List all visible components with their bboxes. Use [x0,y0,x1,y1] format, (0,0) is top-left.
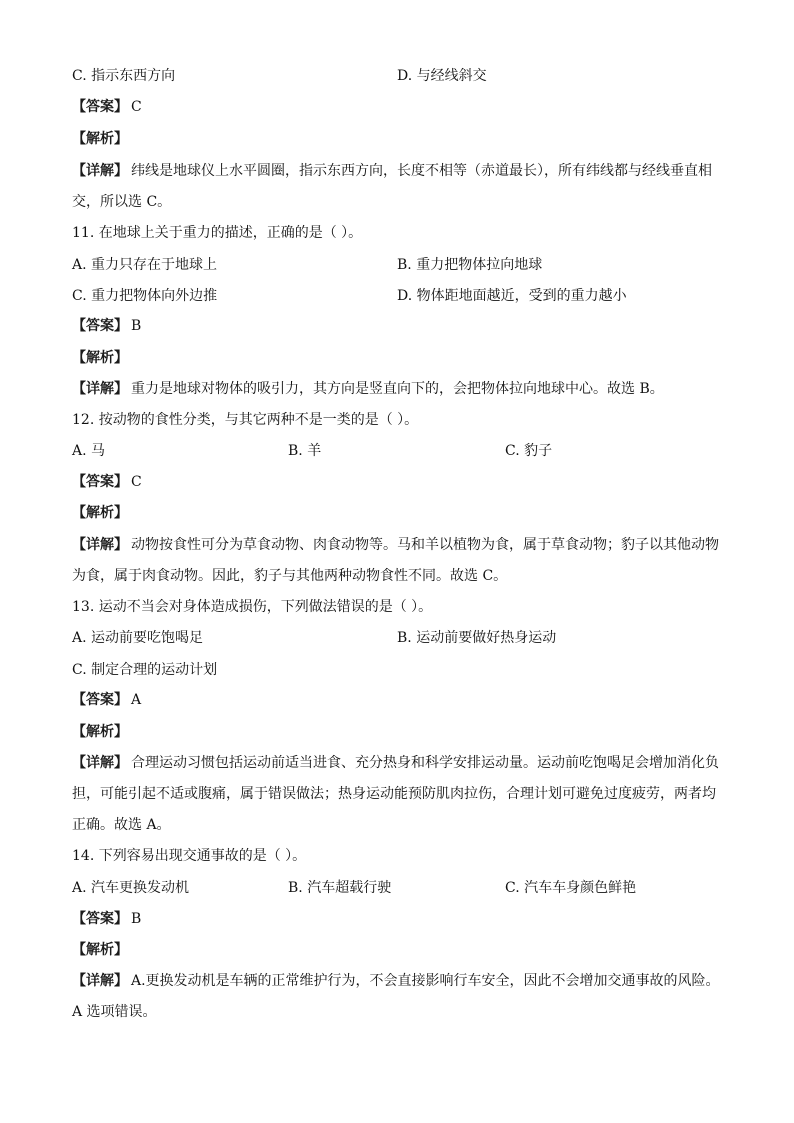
q10-analysis [72,129,131,149]
q14-answer [72,909,141,929]
answer-label: 【答案】 [72,911,128,927]
q12-option-b: B. 羊 [288,443,322,459]
answer-value: C [131,99,142,115]
q10-answer [72,97,142,117]
analysis-label: 【解析】 [72,724,128,740]
detail-text: 纬线是地球仪上水平圆圈，指示东西方向，长度不相等（赤道最长），所有纬线都与经线垂直相交，所以选 C。 [72,163,712,210]
answer-label: 【答案】 [72,99,128,115]
q11-answer [72,316,141,336]
answer-value: C [131,474,142,490]
q11-question: 11. 在地球上关于重力的描述，正确的是（ ）。 [72,225,363,241]
q12-analysis [72,503,131,523]
q10-detail [72,156,722,218]
analysis-label: 【解析】 [72,350,128,366]
q13-option-c: C. 制定合理的运动计划 [72,662,218,678]
detail-label: 【详解】 [72,163,128,179]
detail-text: 动物按食性可分为草食动物、肉食动物等。马和羊以植物为食，属于草食动物；豹子以其他动物为食，属于肉食动物。因此，豹子与其他两种动物食性不同。故选 C。 [72,537,719,584]
q10-option-c: C. 指示东西方向 [72,68,176,84]
detail-label: 【详解】 [72,755,128,771]
q11-option-a: A. 重力只存在于地球上 [72,257,218,273]
answer-label: 【答案】 [72,692,128,708]
q14-question: 14. 下列容易出现交通事故的是（ ）。 [72,848,307,864]
analysis-label: 【解析】 [72,505,128,521]
q13-answer [72,690,141,710]
analysis-label: 【解析】 [72,942,128,958]
q14-detail [72,966,722,1028]
q11-analysis [72,348,131,368]
q11-option-c: C. 重力把物体向外边推 [72,288,218,304]
q11-detail [72,379,664,399]
answer-label: 【答案】 [72,318,128,334]
detail-label: 【详解】 [72,973,128,989]
q13-analysis [72,722,131,742]
q12-question: 12. 按动物的食性分类，与其它两种不是一类的是（ ）。 [72,412,419,428]
analysis-label: 【解析】 [72,131,128,147]
answer-value: B [131,318,142,334]
q12-option-c: C. 豹子 [505,443,553,459]
q11-option-d: D. 物体距地面越近，受到的重力越小 [397,288,627,304]
q14-option-b: B. 汽车超载行驶 [288,880,392,896]
detail-text: 重力是地球对物体的吸引力，其方向是竖直向下的，会把物体拉向地球中心。故选 B。 [131,381,664,397]
q12-answer [72,472,142,492]
q11-option-b: B. 重力把物体拉向地球 [397,257,543,273]
q12-detail [72,530,722,592]
q14-option-c: C. 汽车车身颜色鲜艳 [505,880,637,896]
q13-question: 13. 运动不当会对身体造成损伤，下列做法错误的是（ ）。 [72,599,433,615]
answer-value: A [131,692,142,708]
detail-label: 【详解】 [72,381,128,397]
q12-option-a: A. 马 [72,443,106,459]
q10-option-d: D. 与经线斜交 [397,68,487,84]
q13-option-a: A. 运动前要吃饱喝足 [72,630,204,646]
q14-option-a: A. 汽车更换发动机 [72,880,190,896]
q14-analysis [72,940,131,960]
detail-label: 【详解】 [72,537,128,553]
answer-value: B [131,911,142,927]
detail-text: A.更换发动机是车辆的正常维护行为，不会直接影响行车安全，因此不会增加交通事故的风险。A 选项错误。 [72,973,720,1020]
detail-text: 合理运动习惯包括运动前适当进食、充分热身和科学安排运动量。运动前吃饱喝足会增加消化负担，可能引起不适或腹痛，属于错误做法；热身运动能预防肌肉拉伤，合理计划可避免过度疲劳，两者均正确。故选 A。 [72,755,719,833]
q13-option-b: B. 运动前要做好热身运动 [397,630,557,646]
q13-detail [72,748,722,841]
answer-label: 【答案】 [72,474,128,490]
